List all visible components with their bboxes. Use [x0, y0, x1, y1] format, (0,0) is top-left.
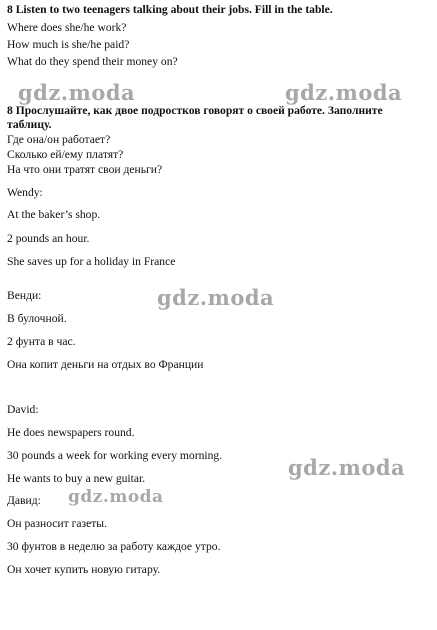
- wendy-answer-en-3: She saves up for a holiday in France: [7, 255, 176, 268]
- wendy-answer-en-2: 2 pounds an hour.: [7, 232, 90, 245]
- wendy-answer-ru-3: Она копит деньги на отдых во Франции: [7, 358, 204, 371]
- question-ru-1: Где она/он работает?: [7, 133, 111, 146]
- david-answer-en-2: 30 pounds a week for working every morning.: [7, 449, 223, 462]
- watermark-5: gdz.moda: [68, 487, 164, 507]
- watermark-1: gdz.moda: [18, 80, 136, 105]
- question-en-2: How much is she/he paid?: [7, 38, 130, 51]
- exercise-heading-ru-line2: таблицу.: [7, 118, 52, 131]
- david-answer-ru-1: Он разносит газеты.: [7, 517, 107, 530]
- wendy-answer-en-1: At the baker’s shop.: [7, 208, 101, 221]
- wendy-name-ru: Венди:: [7, 289, 42, 302]
- watermark-2: gdz.moda: [285, 80, 403, 105]
- exercise-heading-en: 8 Listen to two teenagers talking about their jobs. Fill in the table.: [7, 3, 333, 16]
- question-en-1: Where does she/he work?: [7, 21, 127, 34]
- david-answer-en-1: He does newspapers round.: [7, 426, 135, 439]
- david-answer-ru-2: 30 фунтов в неделю за работу каждое утро.: [7, 540, 221, 553]
- question-ru-2: Сколько ей/ему платят?: [7, 148, 124, 161]
- david-answer-en-3: He wants to buy a new guitar.: [7, 472, 146, 485]
- watermark-3: gdz.moda: [157, 285, 275, 310]
- exercise-heading-ru-line1: 8 Прослушайте, как двое подростков говорят о своей работе. Заполните: [7, 104, 383, 117]
- question-ru-3: На что они тратят свои деньги?: [7, 163, 163, 176]
- david-answer-ru-3: Он хочет купить новую гитару.: [7, 563, 161, 576]
- watermark-4: gdz.moda: [288, 455, 406, 480]
- wendy-answer-ru-1: В булочной.: [7, 312, 67, 325]
- wendy-answer-ru-2: 2 фунта в час.: [7, 335, 76, 348]
- wendy-name-en: Wendy:: [7, 186, 43, 199]
- question-en-3: What do they spend their money on?: [7, 55, 178, 68]
- david-name-ru: Давид:: [7, 494, 41, 507]
- david-name-en: David:: [7, 403, 39, 416]
